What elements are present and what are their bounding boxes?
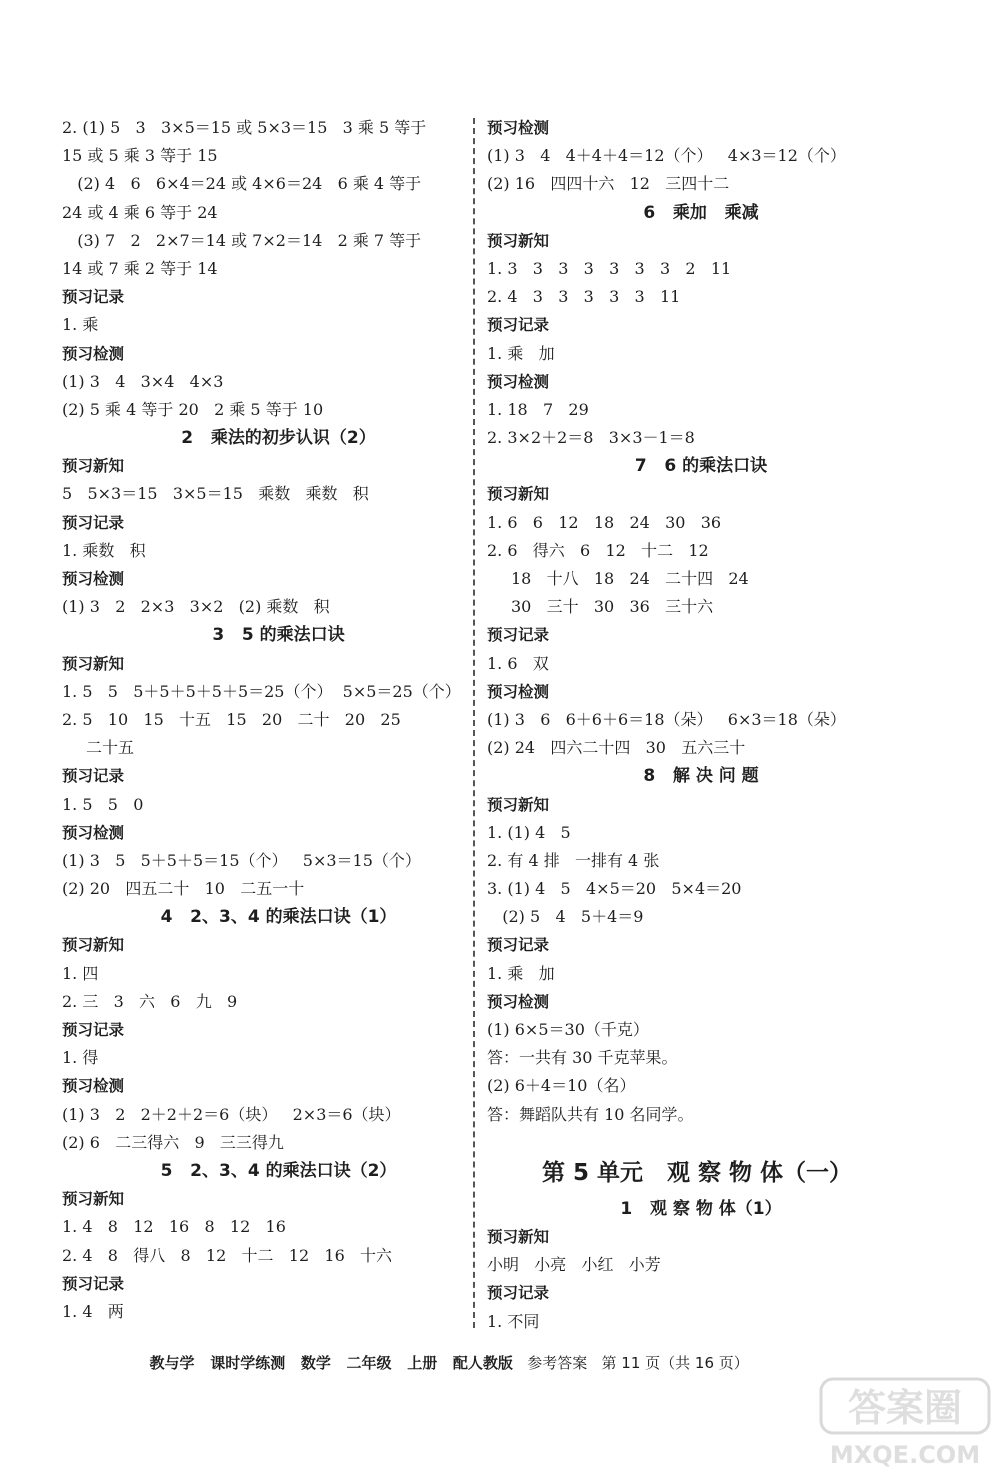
answer-line: 答：一共有 30 千克苹果。 xyxy=(487,1048,678,1068)
answer-line: (1) 3 5 5＋5＋5＝15（个） 5×3＝15（个） xyxy=(62,850,421,870)
answer-line: (1) 6×5＝30（千克） xyxy=(487,1020,649,1039)
answer-line: 1. 18 7 29 xyxy=(487,399,589,419)
answer-line: 1. 得 xyxy=(62,1048,99,1068)
answer-line: (1) 3 2 2×3 3×2 (2) 乘数 积 xyxy=(62,597,330,617)
answer-line: 小明 小亮 小红 小芳 xyxy=(487,1255,661,1275)
answer-line: 1. 四 xyxy=(62,963,99,983)
answer-line: (2) 5 4 5＋4＝9 xyxy=(487,907,644,927)
answer-line-continued: 14 或 7 乘 2 等于 14 xyxy=(62,258,218,278)
section-heading: 预习新知 xyxy=(62,936,125,955)
answer-line-continued: 24 或 4 乘 6 等于 24 xyxy=(62,202,218,222)
answer-line: 5 5×3＝15 3×5＝15 乘数 乘数 积 xyxy=(62,484,369,504)
site-watermark xyxy=(815,1375,995,1471)
answer-line: 1. 6 双 xyxy=(487,653,549,673)
section-heading: 预习新知 xyxy=(487,231,550,250)
answer-line: 1. 4 8 12 16 8 12 16 xyxy=(62,1217,286,1237)
answer-line: (1) 3 2 2＋2＋2＝6（块） 2×3＝6（块） xyxy=(62,1104,401,1124)
section-heading: 预习记录 xyxy=(487,316,550,335)
answer-line: 1. 乘 xyxy=(62,315,99,335)
answer-line: (2) 6 二三得六 9 三三得九 xyxy=(62,1132,284,1152)
section-heading: 预习记录 xyxy=(62,513,125,532)
answer-line: (2) 20 四五二十 10 二五一十 xyxy=(62,879,305,899)
section-heading: 预习检测 xyxy=(487,119,550,137)
answer-line: (2) 6＋4＝10（名） xyxy=(487,1076,636,1096)
lesson-title: 7 6 的乘法口诀 xyxy=(634,456,768,477)
page-footer xyxy=(140,1334,890,1373)
footer-page-info: 参考答案 第 11 页（共 16 页） xyxy=(527,1354,749,1372)
answer-line: (2) 16 四四十六 12 三四十二 xyxy=(487,174,730,194)
section-heading: 预习记录 xyxy=(62,1021,125,1039)
section-heading: 预习新知 xyxy=(487,485,550,504)
column-divider xyxy=(473,118,475,1328)
answer-line: (3) 7 2 2×7＝14 或 7×2＝14 2 乘 7 等于 xyxy=(62,230,422,250)
answer-line: 2. 4 3 3 3 3 3 11 xyxy=(487,287,681,307)
section-heading: 预习新知 xyxy=(487,795,550,814)
lesson-title: 8 解 决 问 题 xyxy=(643,766,759,787)
section-heading: 预习新知 xyxy=(62,654,125,673)
section-heading: 预习新知 xyxy=(62,1190,125,1209)
section-heading: 预习记录 xyxy=(62,1274,125,1293)
answer-line: 1. 乘数 积 xyxy=(62,540,146,560)
lesson-title: 3 5 的乘法口诀 xyxy=(212,625,345,646)
section-heading: 预习新知 xyxy=(487,1227,550,1246)
answer-line-continued: 18 十八 18 24 二十四 24 xyxy=(511,569,749,588)
answer-line: 2. 三 3 六 6 九 9 xyxy=(62,991,238,1011)
answer-line: 1. 4 两 xyxy=(62,1301,124,1321)
answer-line: 1. 乘 加 xyxy=(487,343,555,363)
section-heading: 预习检测 xyxy=(62,570,125,588)
section-heading: 预习检测 xyxy=(487,372,550,391)
section-heading: 预习记录 xyxy=(487,936,550,955)
answer-line: 2. 4 8 得八 8 12 十二 12 16 十六 xyxy=(62,1245,393,1265)
answer-line: (2) 5 乘 4 等于 20 2 乘 5 等于 10 xyxy=(62,399,324,419)
section-heading: 预习检测 xyxy=(487,682,550,701)
answer-line: 1. (1) 4 5 xyxy=(487,822,571,842)
answer-line: (1) 3 6 6＋6＋6＝18（朵） 6×3＝18（朵） xyxy=(487,709,846,729)
answer-line: 2. 6 得六 6 12 十二 12 xyxy=(487,540,709,560)
answer-line: 2. 5 10 15 十五 15 20 二十 20 25 xyxy=(62,709,401,729)
section-heading: 预习记录 xyxy=(62,288,125,307)
footer-book-info: 教与学 课时学练测 数学 二年级 上册 配人教版 xyxy=(149,1354,513,1372)
section-heading: 预习记录 xyxy=(487,1284,550,1303)
watermark-site: MXQE.COM xyxy=(829,1441,981,1469)
watermark-chars: 答案圈 xyxy=(847,1386,963,1430)
lesson-title: 1 观 察 物 体（1） xyxy=(620,1198,782,1219)
answer-line: 答：舞蹈队共有 10 名同学。 xyxy=(487,1104,694,1124)
unit-title: 第 5 单元 观 察 物 体（一） xyxy=(541,1159,853,1186)
answer-line: 2. 3×2＋2＝8 3×3－1＝8 xyxy=(487,428,695,448)
lesson-title: 5 2、3、4 的乘法口诀（2） xyxy=(160,1160,397,1181)
answer-line: (2) 4 6 6×4＝24 或 4×6＝24 6 乘 4 等于 xyxy=(62,174,422,194)
spacer xyxy=(487,1129,887,1151)
answer-line-continued: 15 或 5 乘 3 等于 15 xyxy=(62,146,218,166)
section-heading: 预习检测 xyxy=(62,344,125,363)
answer-line: (1) 3 4 3×4 4×3 xyxy=(62,371,224,391)
answer-line: 1. 6 6 12 18 24 30 36 xyxy=(487,512,722,532)
section-heading: 预习记录 xyxy=(487,626,550,645)
answer-line: (2) 24 四六二十四 30 五六三十 xyxy=(487,738,746,758)
answer-line-continued: 二十五 xyxy=(86,738,135,758)
lesson-title: 6 乘加 乘减 xyxy=(643,202,759,223)
lesson-title: 4 2、3、4 的乘法口诀（1） xyxy=(160,907,397,928)
answer-line: 1. 5 5 0 xyxy=(62,794,144,814)
section-heading: 预习检测 xyxy=(487,992,550,1011)
answer-line: 1. 不同 xyxy=(487,1311,540,1331)
answer-line: (1) 3 4 4＋4＋4＝12（个） 4×3＝12（个） xyxy=(487,146,846,166)
section-heading: 预习检测 xyxy=(62,823,125,842)
watermark-logo-icon xyxy=(815,1375,995,1471)
answer-line-continued: 30 三十 30 36 三十六 xyxy=(511,597,714,617)
section-heading: 预习记录 xyxy=(62,767,125,786)
answer-line: 1. 5 5 5＋5＋5＋5＋5＝25（个） 5×5＝25（个） xyxy=(62,681,461,701)
left-column xyxy=(62,114,467,1326)
answer-line: 2. (1) 5 3 3×5＝15 或 5×3＝15 3 乘 5 等于 xyxy=(62,118,427,137)
answer-line: 1. 3 3 3 3 3 3 3 2 11 xyxy=(487,258,732,278)
right-column xyxy=(487,114,887,1336)
answer-line: 1. 乘 加 xyxy=(487,963,555,983)
answer-line: 2. 有 4 排 一排有 4 张 xyxy=(487,850,660,870)
section-heading: 预习检测 xyxy=(62,1077,125,1096)
answer-line: 3. (1) 4 5 4×5＝20 5×4＝20 xyxy=(487,879,742,899)
lesson-title: 2 乘法的初步认识（2） xyxy=(181,428,376,449)
section-heading: 预习新知 xyxy=(62,457,125,476)
